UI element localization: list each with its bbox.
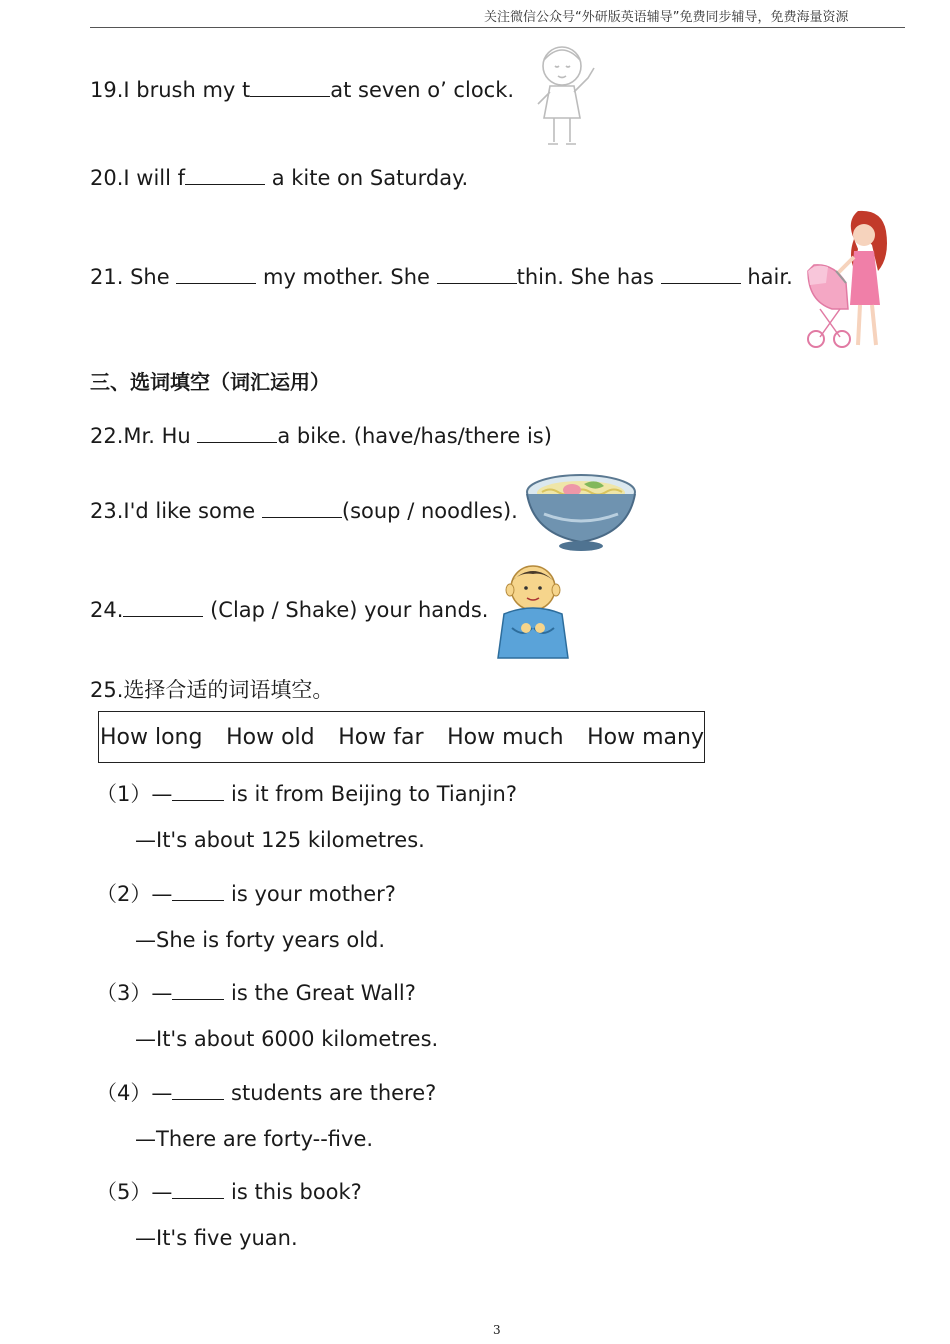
- q25-item-5-question: [96, 1176, 362, 1206]
- header-rule: [90, 27, 905, 28]
- item-question-text: is this book?: [224, 1180, 362, 1204]
- word-option: How long: [100, 724, 203, 750]
- noodle-bowl-illustration: [524, 470, 638, 554]
- q21-blank-2[interactable]: [437, 265, 517, 284]
- q25-item-2-blank[interactable]: [172, 882, 224, 901]
- q23-blank[interactable]: [262, 499, 342, 518]
- q25-item-1-blank[interactable]: [172, 782, 224, 801]
- q19-before: 19.I brush my t: [90, 78, 251, 102]
- q25-item-5-answer: —It's five yuan.: [135, 1226, 298, 1250]
- word-bank-box: [98, 711, 705, 763]
- q25-item-4-question: [96, 1077, 436, 1107]
- q25-item-3-question: [96, 977, 416, 1007]
- q20-blank[interactable]: [185, 166, 265, 185]
- item-question-text: is your mother?: [224, 882, 396, 906]
- word-option: How old: [226, 724, 315, 750]
- q25-item-2-answer: —She is forty years old.: [135, 928, 386, 952]
- question-19: [90, 78, 514, 102]
- q23-after: (soup / noodles).: [341, 499, 518, 523]
- q25-item-1-question: [96, 778, 517, 808]
- q21-blank-1[interactable]: [176, 265, 256, 284]
- word-option: How much: [447, 724, 564, 750]
- mother-with-pram-illustration: [802, 205, 890, 350]
- question-21: [90, 265, 793, 289]
- q21-blank-3[interactable]: [661, 265, 741, 284]
- q20-before: 20.I will f: [90, 166, 186, 190]
- q21-part2: my mother. She: [256, 265, 437, 289]
- q24-blank[interactable]: [123, 598, 203, 617]
- question-22: [90, 424, 552, 448]
- item-number: （3）—: [96, 981, 173, 1005]
- question-23: [90, 499, 518, 523]
- q24-before: 24.: [90, 598, 124, 622]
- q22-before: 22.Mr. Hu: [90, 424, 198, 448]
- item-number: （5）—: [96, 1180, 173, 1204]
- q25-item-4-answer: —There are forty--five.: [135, 1127, 374, 1151]
- q20-after: a kite on Saturday.: [265, 166, 469, 190]
- q25-item-3-blank[interactable]: [172, 981, 224, 1000]
- q22-after: a bike. (have/has/there is): [277, 424, 552, 448]
- item-number: （4）—: [96, 1081, 173, 1105]
- item-question-text: is the Great Wall?: [224, 981, 416, 1005]
- header-text: 关注微信公众号“外研版英语辅导”免费同步辅导，免费海量资源: [484, 10, 849, 25]
- q21-part3: thin. She has: [516, 265, 661, 289]
- q22-blank[interactable]: [197, 424, 277, 443]
- q19-after: at seven o’ clock.: [330, 78, 515, 102]
- section-3-heading: 三、选词填空（词汇运用）: [90, 370, 330, 394]
- boy-clapping-illustration: [488, 562, 578, 660]
- item-question-text: is it from Beijing to Tianjin?: [224, 782, 518, 806]
- q25-item-1-answer: —It's about 125 kilometres.: [135, 828, 425, 852]
- q21-part4: hair.: [740, 265, 793, 289]
- q25-item-3-answer: —It's about 6000 kilometres.: [135, 1027, 439, 1051]
- word-option: How many: [587, 724, 704, 750]
- q25-item-5-blank[interactable]: [172, 1180, 224, 1199]
- question-24: [90, 598, 488, 622]
- question-20: [90, 166, 468, 190]
- q25-item-4-blank[interactable]: [172, 1081, 224, 1100]
- girl-brushing-teeth-illustration: [528, 38, 600, 150]
- q25-item-2-question: [96, 878, 396, 908]
- word-option: How far: [338, 724, 424, 750]
- q24-after: (Clap / Shake) your hands.: [203, 598, 489, 622]
- q21-part1: 21. She: [90, 265, 177, 289]
- q19-blank[interactable]: [250, 78, 330, 97]
- q23-before: 23.I'd like some: [90, 499, 262, 523]
- question-25-title: 25.选择合适的词语填空。: [90, 678, 334, 702]
- item-number: （2）—: [96, 882, 173, 906]
- item-number: （1）—: [96, 782, 173, 806]
- page-number: 3: [493, 1323, 501, 1337]
- item-question-text: students are there?: [224, 1081, 437, 1105]
